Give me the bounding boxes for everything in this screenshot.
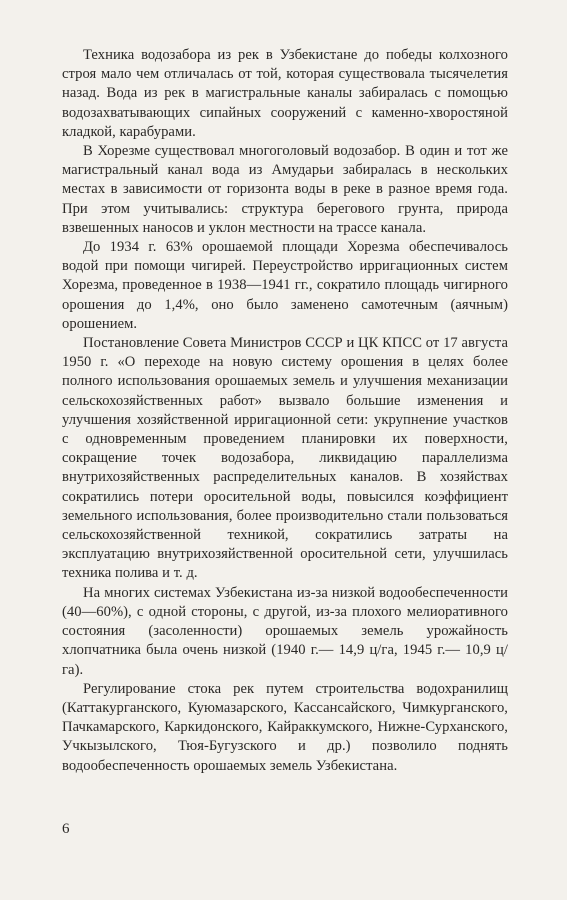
paragraph-6: Регулирование стока рек путем строительства водохранилищ (Каттакурганского, Куюмазарского, Кассансайского, Чимкурганского, Пачкамарского, Каркидонского, Кайраккумского, Нижне-Сурханского, Учкызылского, Тюя-Бугузского и др.) позволило поднять водообеспеченность орошаемых земель Узбекистана. (62, 680, 508, 774)
page-number: 6 (62, 821, 70, 837)
text-column (62, 46, 508, 776)
paragraph-5: На многих системах Узбекистана из-за низкой водообеспеченности (40—60%), с одной стороны, с другой, из-за плохого мелиоративного состояния (засоленности) орошаемых земель урожайность хлопчатника была очень низкой (1940 г.— 14,9 ц/га, 1945 г.— 10,9 ц/га). (62, 584, 508, 678)
paragraph-3: До 1934 г. 63% орошаемой площади Хорезма обеспечивалось водой при помощи чигирей. Переустройство ирригационных систем Хорезма, проведенное в 1938—1941 гг., сократило площадь чигирного орошения до 1,4%, оно было заменено самотечным (аячным) орошением. (62, 239, 508, 332)
paragraph-1: Техника водозабора из рек в Узбекистане до победы колхозного строя мало чем отличалась от той, которая существовала тысячелетия назад. Вода из рек в магистральные каналы забиралась с помощью водозахватывающих сипайных сооружений с каменно-хворостяной кладкой, карабурами. (62, 47, 508, 140)
paragraph-2: В Хорезме существовал многоголовый водозабор. В один и тот же магистральный канал вода из Амударьи забиралась в нескольких местах в зависимости от горизонта воды в реке в разное время года. При этом учитывались: структура берегового грунта, природа взвешенных наносов и уклон местности на трассе канала. (62, 143, 508, 236)
paragraph-4: Постановление Совета Министров СССР и ЦК КПСС от 17 августа 1950 г. «О переходе на новую систему орошения в целях более полного использования орошаемых земель и улучшения механизации сельскохозяйственных работ» вызвало большие изменения и улучшения хозяйственной ирригационной сети: укрупнение участков с одновременным проведением планировки их поверхности, сокращение точек водозабора, ликвидацию параллелизма внутрихозяйственных распределительных каналов. В хозяйствах сократились потери оросительной воды, повысился коэффициент земельного использования, более производительно стали пользоваться сельскохозяйственной техникой, сократились затраты на эксплуатацию внутрихозяйственной оросительной сети, улучшилась техника полива и т. д. (62, 335, 508, 582)
